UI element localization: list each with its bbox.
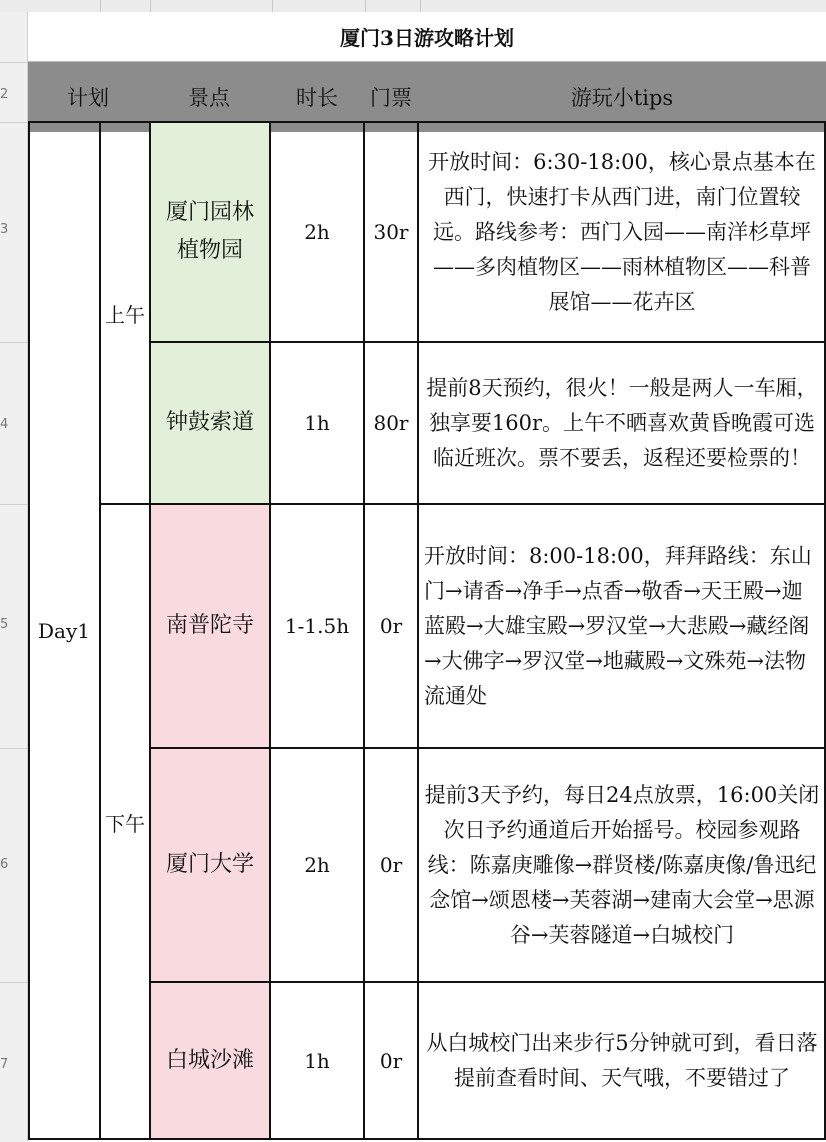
spreadsheet-sheet (28, 12, 826, 1142)
row-number[interactable]: 7 (0, 1057, 9, 1072)
duration-cell[interactable]: 2h (304, 220, 330, 244)
row-number[interactable]: 3 (0, 222, 9, 237)
spot-cell[interactable]: 南普陀寺 (150, 504, 270, 748)
row-number[interactable]: 5 (0, 617, 9, 632)
period-afternoon-cell[interactable]: 下午 (105, 811, 145, 836)
period-morning-cell[interactable]: 上午 (105, 302, 145, 327)
row-header-strip (0, 12, 28, 1142)
grid-line (28, 121, 826, 123)
tips-cell[interactable]: 从白城校门出来步行5分钟就可到，看日落提前查看时间、天气哦，不要错过了 (426, 1031, 818, 1090)
grid-line (150, 981, 826, 983)
duration-cell[interactable]: 2h (304, 853, 330, 877)
spot-cell[interactable]: 厦门大学 (150, 748, 270, 982)
ticket-cell[interactable]: 0r (379, 1049, 403, 1073)
grid-line (100, 503, 826, 505)
sheet-title[interactable]: 厦门3日游攻略计划 (28, 12, 826, 62)
spot-cell[interactable]: 厦门园林 植物园 (150, 122, 270, 342)
grid-line (150, 341, 826, 343)
grid-line (363, 122, 365, 1140)
grid-line (28, 1138, 826, 1140)
row-number[interactable]: 4 (0, 417, 9, 432)
ticket-cell[interactable]: 0r (379, 853, 403, 877)
tips-cell[interactable]: 开放时间：6:30-18:00，核心景点基本在西门，快速打卡从西门进，南门位置较远。路线参考：西门入园——南洋杉草坪——多肉植物区——雨林植物区——科普展馆——花卉区 (428, 149, 816, 314)
grid-line (99, 122, 101, 1140)
ticket-cell[interactable]: 80r (373, 411, 409, 435)
tips-cell[interactable]: 提前3天予约，每日24点放票，16:00关闭次日予约通道后开始摇号。校园参观路线：陈嘉庚雕像→群贤楼/陈嘉庚像/鲁迅纪念馆→颂恩楼→芙蓉湖→建南大会堂→思源谷→芙蓉隧道→白城校门 (424, 782, 820, 947)
ticket-cell[interactable]: 30r (373, 220, 409, 244)
duration-cell[interactable]: 1h (304, 411, 330, 435)
ticket-cell[interactable]: 0r (379, 614, 403, 638)
grid-line (150, 747, 826, 749)
day-cell[interactable]: Day1 (38, 619, 90, 643)
grid-line (269, 122, 271, 1140)
row-number[interactable]: 2 (0, 87, 9, 102)
duration-cell[interactable]: 1-1.5h (284, 614, 350, 638)
grid-line (417, 122, 419, 1140)
spot-cell[interactable]: 钟鼓索道 (150, 342, 270, 504)
row-number[interactable]: 6 (0, 857, 9, 872)
header-duration[interactable]: 时长 (270, 62, 364, 132)
tips-cell[interactable]: 开放时间：8:00-18:00，拜拜路线：东山门→请香→净手→点香→敬香→天王殿→迦蓝殿→大雄宝殿→罗汉堂→大悲殿→藏经阁→大佛字→罗汉堂→地藏殿→文殊苑→法物流通处 (424, 543, 812, 708)
header-spot[interactable]: 景点 (148, 62, 270, 132)
header-ticket[interactable]: 门票 (364, 62, 418, 132)
grid-line (28, 122, 30, 1140)
header-tips[interactable]: 游玩小tips (418, 62, 826, 132)
tips-cell[interactable]: 提前8天预约，很火！一般是两人一车厢，独享要160r。上午不晒喜欢黄昏晚霞可选临近班次。票不要丢，返程还要检票的！ (426, 375, 818, 470)
grid-line (149, 122, 151, 1140)
header-plan[interactable]: 计划 (28, 62, 148, 132)
duration-cell[interactable]: 1h (304, 1049, 330, 1073)
spot-cell[interactable]: 白城沙滩 (150, 982, 270, 1140)
